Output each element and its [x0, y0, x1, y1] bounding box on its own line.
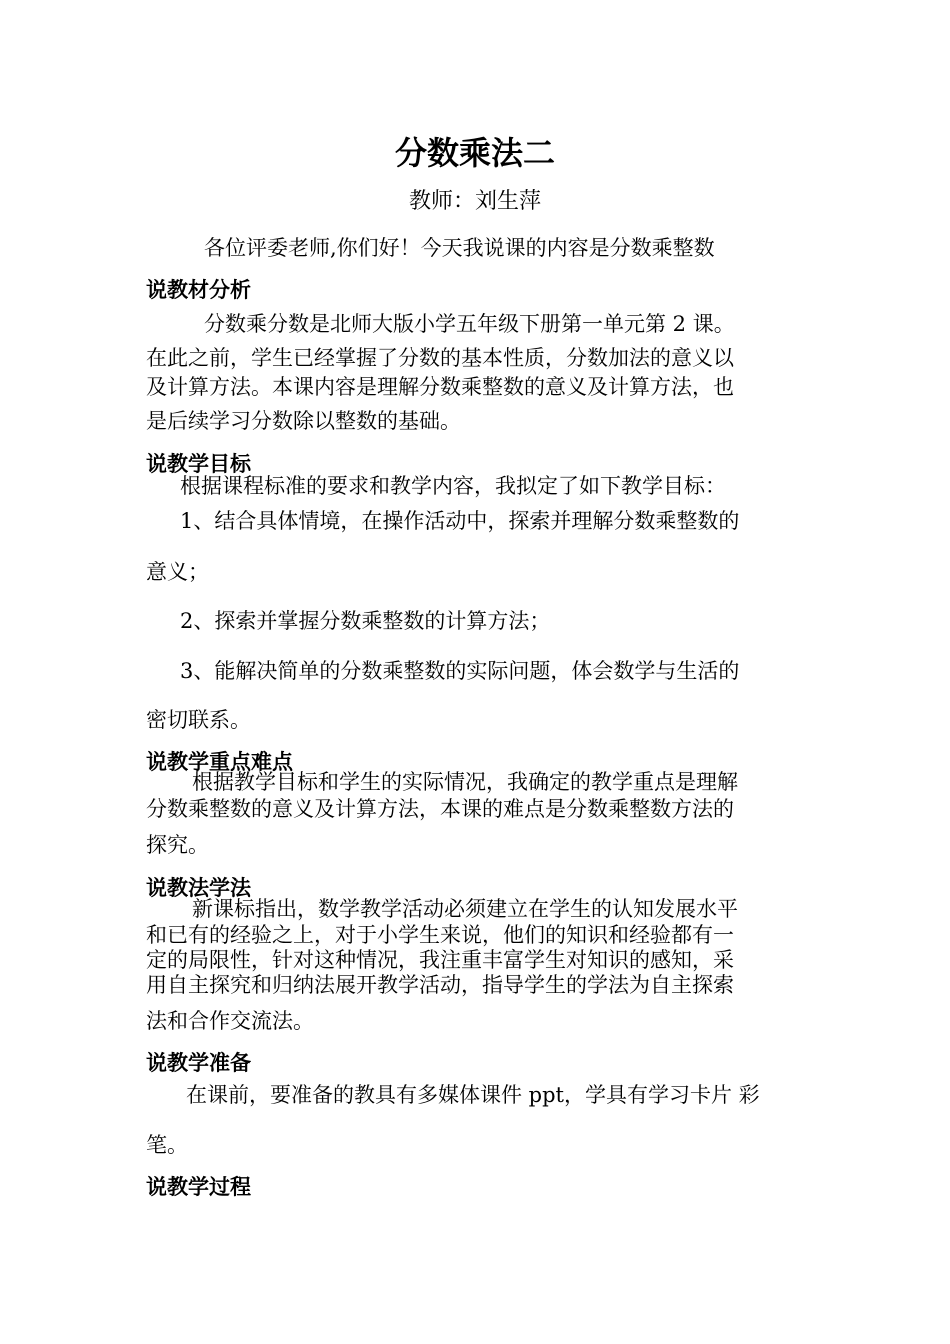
paragraph-line: 根据课程标准的要求和教学内容，我拟定了如下教学目标： — [180, 474, 726, 498]
paragraph-line: 定的局限性，针对这种情况，我注重丰富学生对知识的感知，采 — [146, 948, 734, 972]
section-heading-keypoints: 说教学重点难点 — [146, 750, 293, 774]
teacher-name: 教师：刘生萍 — [408, 189, 541, 214]
paragraph-line: 分数乘整数的意义及计算方法，本课的难点是分数乘整数方法的 — [146, 797, 734, 821]
section-heading-prep: 说教学准备 — [146, 1051, 251, 1075]
paragraph-line: 新课标指出，数学教学活动必须建立在学生的认知发展水平 — [192, 897, 738, 921]
section-heading-material: 说教材分析 — [146, 278, 251, 302]
paragraph-line: 及计算方法。本课内容是理解分数乘整数的意义及计算方法，也 — [146, 375, 734, 399]
goal-item-2: 2、探索并掌握分数乘整数的计算方法； — [180, 609, 551, 633]
paragraph-line: 法和合作交流法。 — [146, 1009, 314, 1033]
paragraph-line: 是后续学习分数除以整数的基础。 — [146, 409, 461, 433]
paragraph-line: 和已有的经验之上，对于小学生来说，他们的知识和经验都有一 — [146, 923, 734, 947]
goal-item-1-cont: 意义； — [146, 560, 209, 584]
goal-item-3-cont: 密切联系。 — [146, 708, 251, 732]
paragraph-line: 探究。 — [146, 833, 209, 857]
section-heading-methods: 说教法学法 — [146, 876, 251, 900]
paragraph-line: 用自主探究和归纳法展开教学活动，指导学生的学法为自主探索 — [146, 973, 734, 997]
paragraph-line: 在此之前，学生已经掌握了分数的基本性质，分数加法的意义以 — [146, 346, 734, 370]
section-heading-process: 说教学过程 — [146, 1175, 251, 1199]
paragraph-line: 根据教学目标和学生的实际情况，我确定的教学重点是理解 — [192, 770, 738, 794]
goal-item-3: 3、能解决简单的分数乘整数的实际问题，体会数学与生活的 — [180, 659, 740, 683]
section-heading-goals: 说教学目标 — [146, 452, 251, 476]
intro-paragraph: 各位评委老师,你们好！今天我说课的内容是分数乘整数 — [204, 236, 715, 260]
paragraph-line: 在课前，要准备的教具有多媒体课件 ppt，学具有学习卡片 彩 — [186, 1083, 760, 1107]
document-title: 分数乘法二 — [394, 134, 555, 172]
paragraph-line: 分数乘分数是北师大版小学五年级下册第一单元第 2 课。 — [204, 312, 735, 336]
goal-item-1: 1、结合具体情境，在操作活动中，探索并理解分数乘整数的 — [180, 509, 740, 533]
paragraph-line: 笔。 — [146, 1133, 188, 1157]
